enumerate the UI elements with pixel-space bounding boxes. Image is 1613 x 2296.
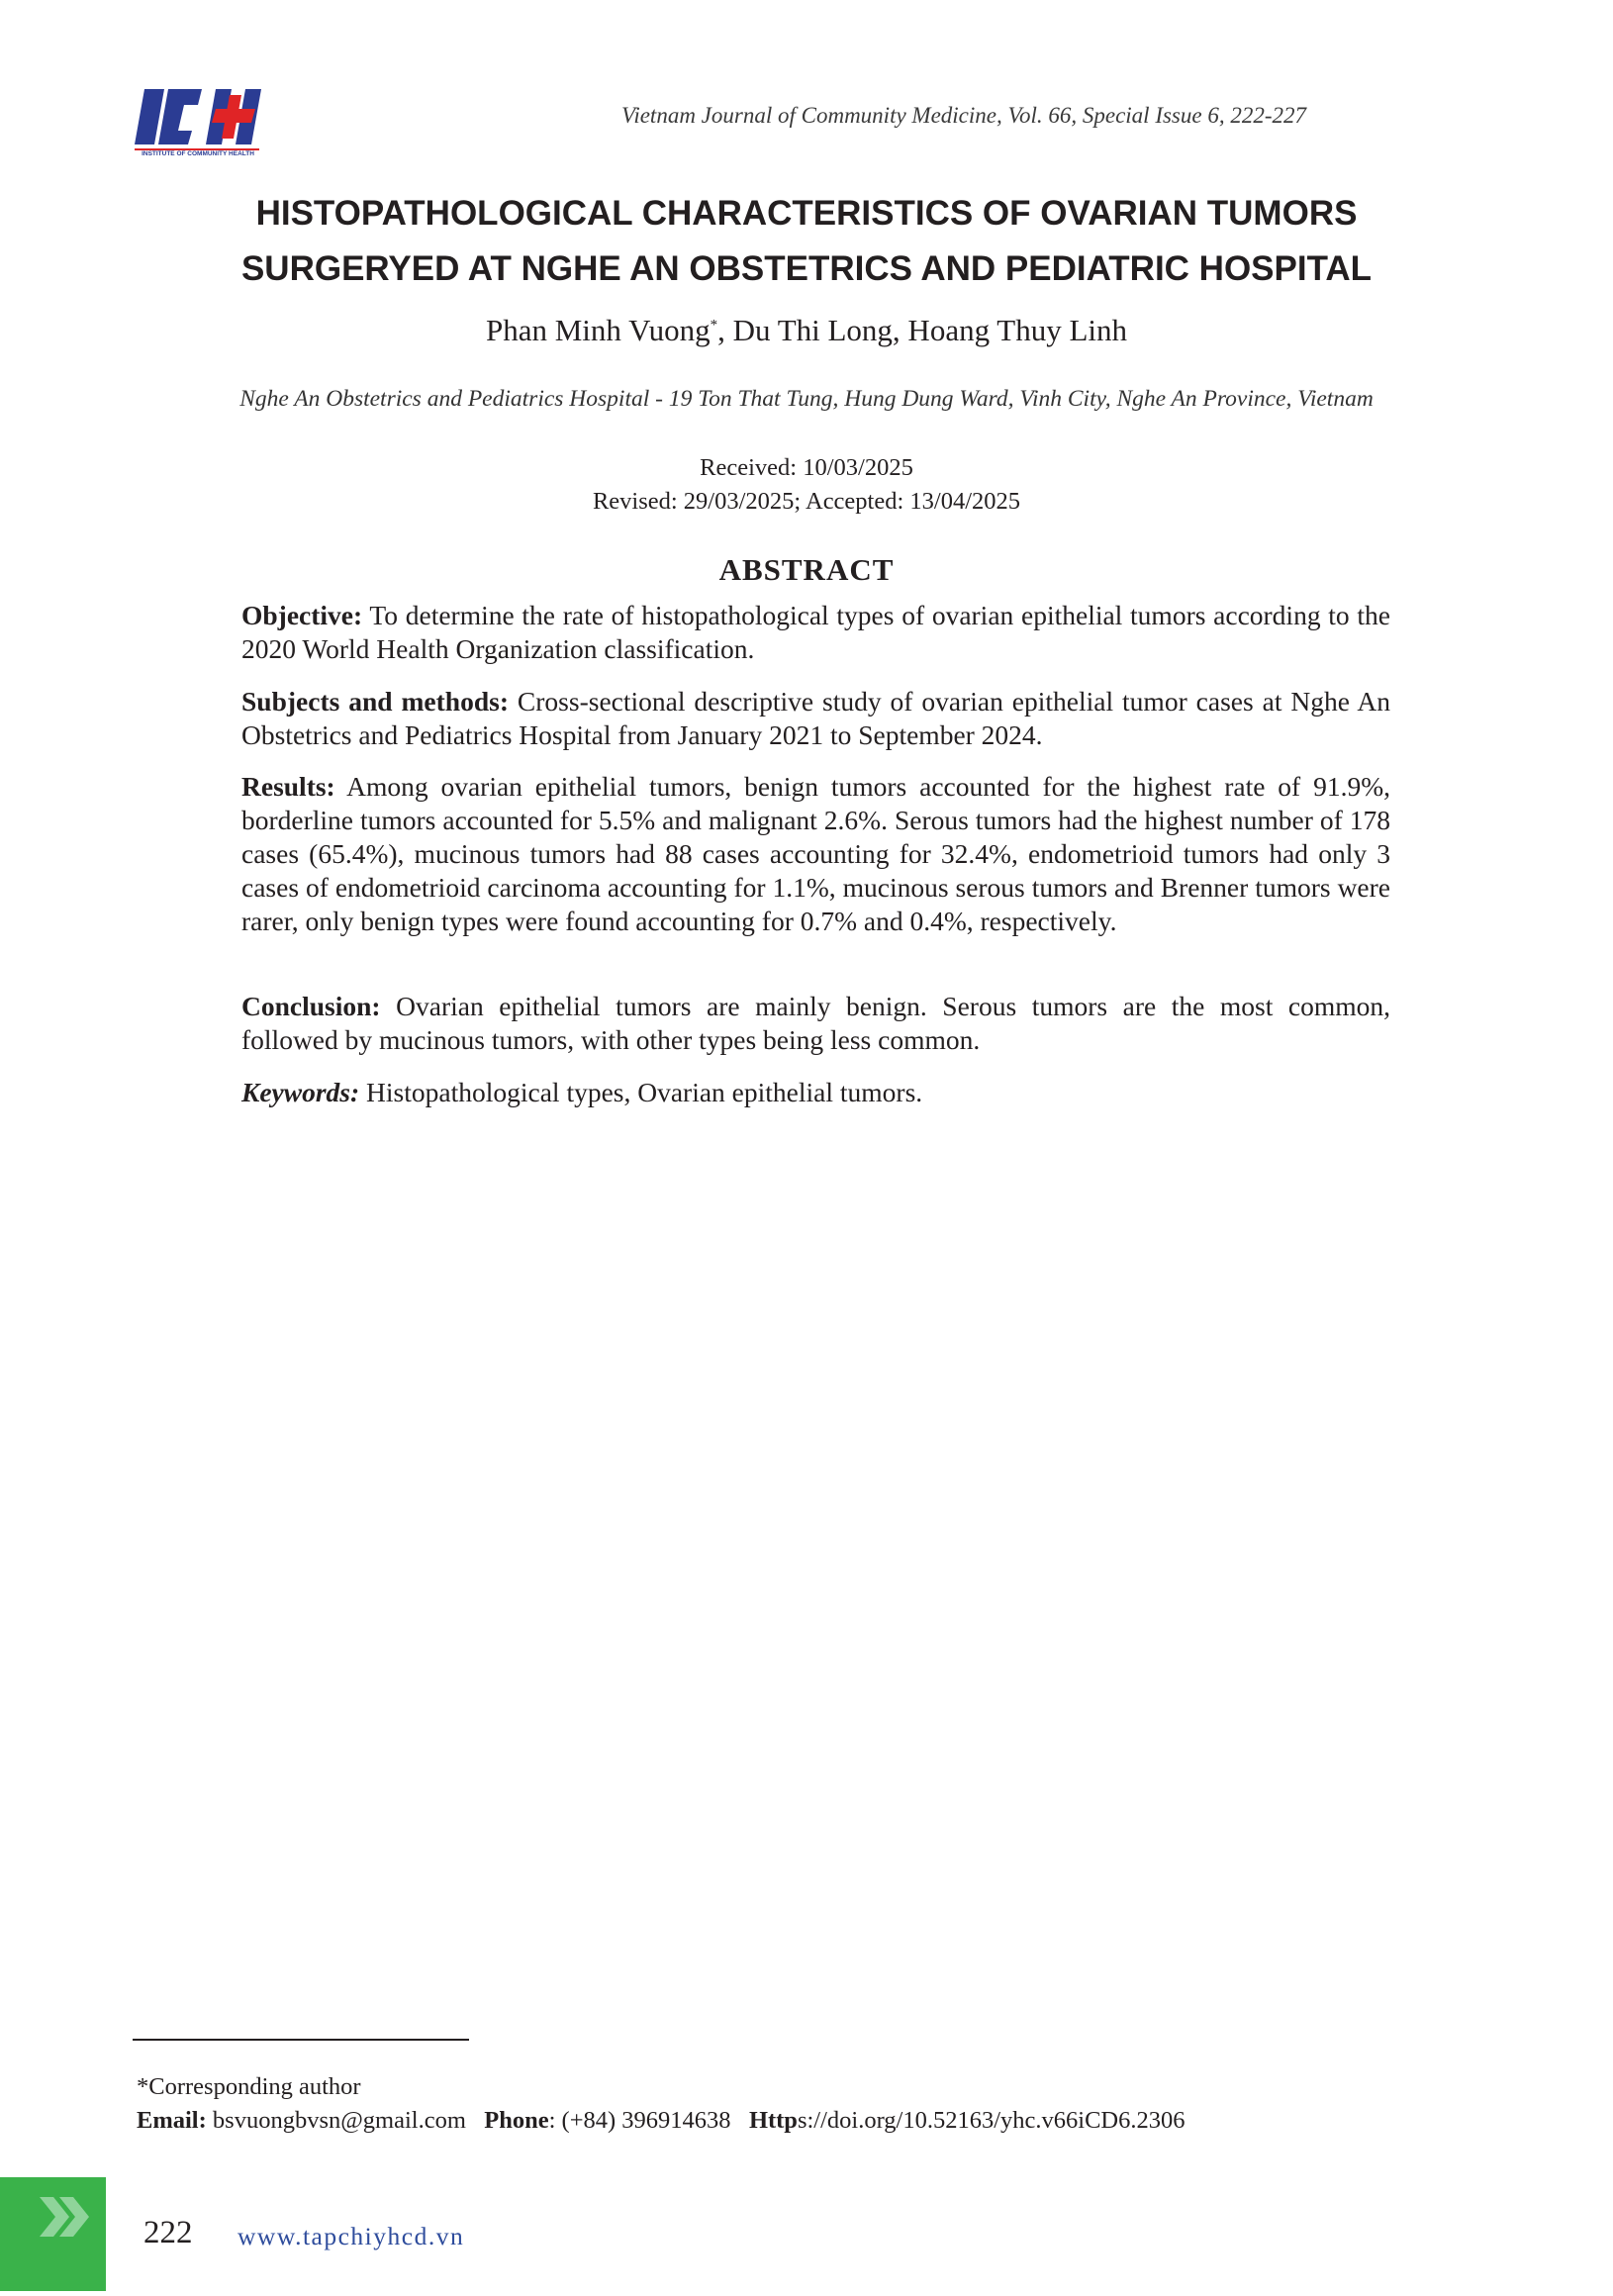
author-list: [119, 313, 1494, 348]
objective-label: Objective:: [241, 600, 363, 630]
phone-label: Phone: [484, 2107, 549, 2134]
double-chevron-icon: [0, 2177, 106, 2291]
abstract-results: [241, 770, 1390, 938]
journal-logo: [131, 87, 265, 162]
title-line-1: HISTOPATHOLOGICAL CHARACTERISTICS OF OVARIAN TUMORS: [255, 194, 1358, 233]
abstract-methods: [241, 685, 1390, 752]
abstract-objective: [241, 599, 1390, 666]
methods-text: Cross-sectional descriptive study of ovarian epithelial tumor cases at Nghe An Obstetrics and Pediatrics Hospital from January 2021 to September 2024.: [241, 686, 1390, 750]
email-value[interactable]: bsvuongbvsn@gmail.com: [206, 2107, 466, 2134]
email-label: Email:: [137, 2107, 207, 2134]
logo-caption: INSTITUTE OF COMMUNITY HEALTH: [142, 150, 254, 157]
article-title: [119, 186, 1494, 297]
page-corner-tab: [0, 2177, 106, 2291]
footnote: [137, 2070, 1522, 2138]
affiliation: Nghe An Obstetrics and Pediatrics Hospital - 19 Ton That Tung, Hung Dung Ward, Vinh City, Nghe An Province, Vietnam: [239, 386, 1374, 412]
results-label: Results:: [241, 771, 335, 802]
received-date: Received: 10/03/2025: [700, 454, 913, 481]
abstract-conclusion: [241, 990, 1390, 1057]
contact-line: [137, 2104, 1522, 2138]
phone-value: : (+84) 396914638: [548, 2107, 731, 2134]
conclusion-text: Ovarian epithelial tumors are mainly benign. Serous tumors are the most common, followed by mucinous tumors, with other types being less common.: [241, 991, 1390, 1055]
other-authors: , Du Thi Long, Hoang Thuy Linh: [717, 313, 1128, 347]
methods-label: Subjects and methods:: [241, 686, 509, 717]
journal-website-link[interactable]: www.tapchiyhcd.vn: [237, 2222, 465, 2250]
doi-link[interactable]: s://doi.org/10.52163/yhc.v66iCD6.2306: [797, 2107, 1186, 2134]
revised-accepted-date: Revised: 29/03/2025; Accepted: 13/04/2025: [592, 488, 1021, 515]
title-line-2: SURGERYED AT NGHE AN OBSTETRICS AND PEDIATRIC HOSPITAL: [240, 249, 1373, 288]
corresponding-author-note: *Corresponding author: [137, 2073, 361, 2100]
conclusion-label: Conclusion:: [241, 991, 381, 1021]
results-text: Among ovarian epithelial tumors, benign tumors accounted for the highest rate of 91.9%, borderline tumors accounted for 5.5% and malignant 2.6%. Serous tumors had the highest number of 178 cases (65.4%), mucinous tumors had 88 cases accounting for 32.4%, endometrioid tumors had only 3 cases of endometrioid carcinoma accounting for 1.1%, mucinous serous tumors and Brenner tumors were rarer, only benign types were found accounting for 0.7% and 0.4%, respectively.: [241, 771, 1390, 936]
doi-label: Http: [748, 2107, 798, 2134]
footnote-divider: [133, 2039, 469, 2041]
keywords-text: Histopathological types, Ovarian epithelial tumors.: [359, 1077, 923, 1107]
author-1: Phan Minh Vuong: [485, 313, 711, 347]
abstract-heading: ABSTRACT: [718, 552, 895, 587]
corresponding-mark: *: [710, 317, 718, 334]
submission-dates: [416, 451, 1197, 519]
objective-text: To determine the rate of histopathological types of ovarian epithelial tumors according to the 2020 World Health Organization classification.: [241, 600, 1390, 664]
abstract-keywords: [241, 1076, 1390, 1109]
page-number: 222: [143, 2215, 193, 2250]
journal-citation: Vietnam Journal of Community Medicine, Vol. 66, Special Issue 6, 222-227: [620, 103, 1306, 128]
keywords-label: Keywords:: [241, 1077, 360, 1107]
